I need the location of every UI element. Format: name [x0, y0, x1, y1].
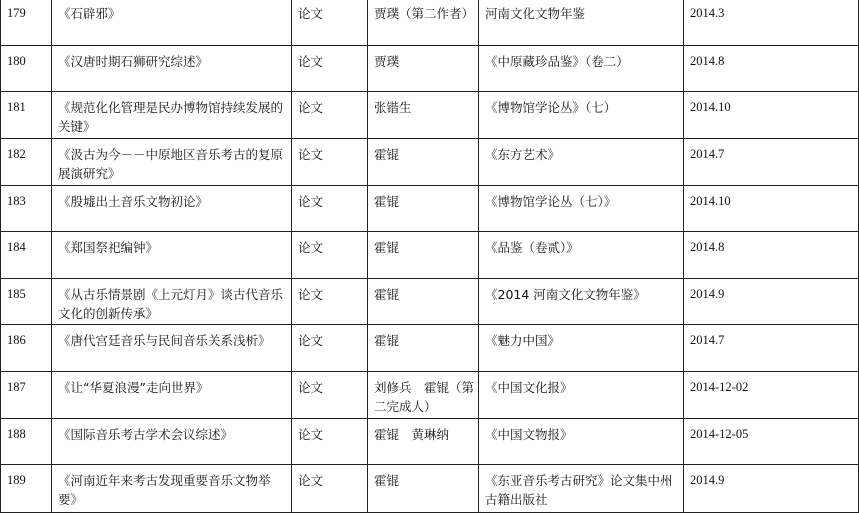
- paper-title: 《唐代宫廷音乐与民间音乐关系浅析》: [52, 325, 292, 372]
- paper-date: 2014.3: [684, 0, 859, 46]
- paper-title: 《汉唐时期石狮研究综述》: [52, 46, 292, 92]
- paper-publication: 《博物馆学论丛（七）》: [479, 186, 684, 232]
- paper-type: 论文: [292, 279, 368, 325]
- paper-author: 霍锟: [368, 325, 479, 372]
- paper-author: 霍锟 黄琳纳: [368, 419, 479, 465]
- row-number: 181: [1, 92, 52, 139]
- paper-publication: 河南文化文物年鉴: [479, 0, 684, 46]
- paper-date: 2014.10: [684, 92, 859, 139]
- paper-type: 论文: [292, 0, 368, 46]
- paper-date: 2014.8: [684, 232, 859, 279]
- paper-date: 2014.10: [684, 186, 859, 232]
- table-row: [1, 92, 859, 139]
- table-row: [1, 46, 859, 92]
- table-row: [1, 186, 859, 232]
- paper-type: 论文: [292, 92, 368, 139]
- table-row: [1, 279, 859, 325]
- paper-type: 论文: [292, 419, 368, 465]
- paper-author: 霍锟: [368, 279, 479, 325]
- paper-date: 2014.9: [684, 279, 859, 325]
- row-number: 189: [1, 465, 52, 513]
- table-row: [1, 372, 859, 419]
- table-row: [1, 465, 859, 513]
- paper-author: 霍锟: [368, 465, 479, 513]
- paper-publication: 《中国文化报》: [479, 372, 684, 419]
- table-row: [1, 325, 859, 372]
- paper-publication: 《魅力中国》: [479, 325, 684, 372]
- table-row: [1, 0, 859, 46]
- paper-publication: 《品鉴（卷贰）》: [479, 232, 684, 279]
- paper-publication: 《中原藏珍品鉴》（卷二）: [479, 46, 684, 92]
- paper-date: 2014.7: [684, 325, 859, 372]
- paper-title: 《让“华夏浪漫”走向世界》: [52, 372, 292, 419]
- table-row: [1, 139, 859, 186]
- row-number: 185: [1, 279, 52, 325]
- row-number: 188: [1, 419, 52, 465]
- paper-publication: 《中国文物报》: [479, 419, 684, 465]
- paper-author: 贾璞: [368, 46, 479, 92]
- paper-publication: 《东方艺术》: [479, 139, 684, 186]
- paper-type: 论文: [292, 46, 368, 92]
- paper-date: 2014.9: [684, 465, 859, 513]
- paper-title: 《殷墟出土音乐文物初论》: [52, 186, 292, 232]
- paper-author: 贾璞（第二作者）: [368, 0, 479, 46]
- paper-publication: 《东亚音乐考古研究》论文集中州古籍出版社: [479, 465, 684, 513]
- paper-title: 《郑国祭祀编钟》: [52, 232, 292, 279]
- row-number: 183: [1, 186, 52, 232]
- row-number: 186: [1, 325, 52, 372]
- paper-title: 《石辟邪》: [52, 0, 292, 46]
- row-number: 179: [1, 0, 52, 46]
- paper-type: 论文: [292, 325, 368, 372]
- paper-author: 刘修兵 霍锟（第二完成人）: [368, 372, 479, 419]
- paper-title: 《国际音乐考古学术会议综述》: [52, 419, 292, 465]
- paper-title: 《汲古为今－－中原地区音乐考古的复原展演研究》: [52, 139, 292, 186]
- paper-type: 论文: [292, 139, 368, 186]
- row-number: 184: [1, 232, 52, 279]
- paper-date: 2014.8: [684, 46, 859, 92]
- row-number: 187: [1, 372, 52, 419]
- paper-type: 论文: [292, 372, 368, 419]
- paper-title: 《河南近年来考古发现重要音乐文物举要》: [52, 465, 292, 513]
- paper-author: 霍锟: [368, 186, 479, 232]
- paper-publication: 《2014 河南文化文物年鉴》: [479, 279, 684, 325]
- paper-author: 张锴生: [368, 92, 479, 139]
- table-row: [1, 232, 859, 279]
- paper-author: 霍锟: [368, 232, 479, 279]
- paper-publication: 《博物馆学论丛》（七）: [479, 92, 684, 139]
- row-number: 182: [1, 139, 52, 186]
- paper-author: 霍锟: [368, 139, 479, 186]
- paper-type: 论文: [292, 186, 368, 232]
- row-number: 180: [1, 46, 52, 92]
- paper-date: 2014.7: [684, 139, 859, 186]
- paper-title: 《从古乐情景剧《上元灯月》谈古代音乐文化的创新传承》: [52, 279, 292, 325]
- paper-type: 论文: [292, 465, 368, 513]
- paper-date: 2014-12-02: [684, 372, 859, 419]
- table-row: [1, 419, 859, 465]
- paper-title: 《规范化化管理是民办博物馆持续发展的关键》: [52, 92, 292, 139]
- paper-type: 论文: [292, 232, 368, 279]
- paper-date: 2014-12-05: [684, 419, 859, 465]
